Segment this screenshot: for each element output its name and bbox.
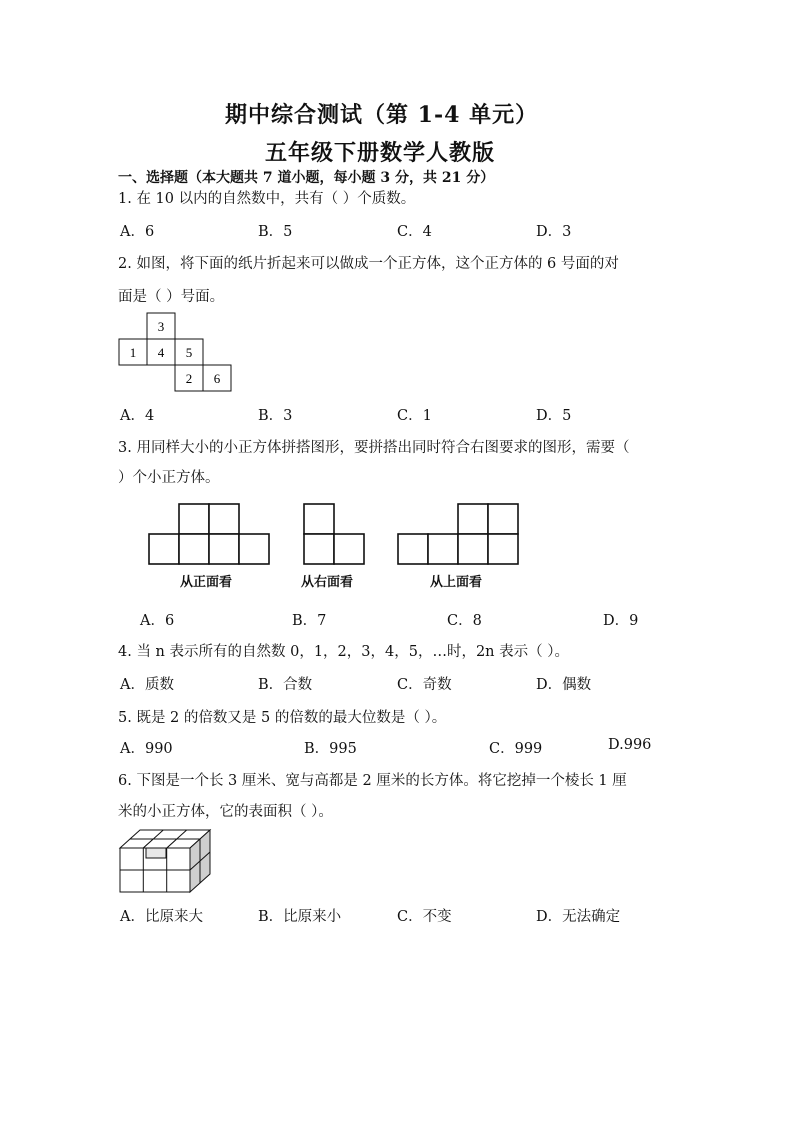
q5-option-a: A．990	[120, 741, 173, 757]
section-heading: 一、选择题（本大题共 7 道小题，每小题 3 分，共 21 分）	[118, 170, 495, 186]
top-view-label: 从上面看	[430, 575, 483, 590]
cube-net-figure	[118, 312, 234, 394]
q1-option-c: C．4	[397, 224, 432, 240]
net-label-6: 6	[213, 371, 221, 386]
q6-option-a: A．比原来大	[120, 909, 203, 925]
q6-option-d: D．无法确定	[536, 909, 621, 925]
question-3-text-line2: ）个小正方体。	[118, 470, 220, 486]
q2-option-b: B．3	[258, 408, 293, 424]
q2-option-d: D．5	[536, 408, 572, 424]
net-label-5: 5	[185, 345, 193, 360]
net-label-4: 4	[157, 345, 165, 360]
q2-option-c: C．1	[397, 408, 432, 424]
net-label-1: 1	[129, 345, 137, 360]
q2-option-a: A．4	[120, 408, 155, 424]
q6-option-c: C．不变	[397, 909, 452, 925]
q4-option-b: B．合数	[258, 677, 313, 693]
front-view-label: 从正面看	[180, 575, 233, 590]
q3-option-b: B．7	[292, 613, 327, 629]
question-3-text-line1: 3. 用同样大小的小正方体拼搭图形，要拼搭出同时符合右图要求的图形，需要（	[118, 440, 630, 456]
net-label-2: 2	[185, 371, 193, 386]
q6-option-b: B．比原来小	[258, 909, 342, 925]
q5-option-b: B．995	[304, 741, 357, 757]
page-title: 期中综合测试（第 1-4 单元）	[225, 102, 539, 128]
q3-option-a: A．6	[140, 613, 175, 629]
right-view-label: 从右面看	[301, 575, 354, 590]
q4-option-d: D．偶数	[536, 677, 592, 693]
question-6-text-line1: 6. 下图是一个长 3 厘米、宽与高都是 2 厘米的长方体。将它挖掉一个棱长 1 厘	[118, 773, 627, 789]
net-label-3: 3	[157, 319, 165, 334]
q1-option-d: D．3	[536, 224, 572, 240]
front-view-figure	[148, 502, 272, 568]
cuboid-figure	[118, 826, 214, 896]
question-6-text-line2: 米的小正方体，它的表面积（ ）。	[118, 804, 333, 820]
q3-option-d: D．9	[603, 613, 639, 629]
q5-option-c: C．999	[489, 741, 543, 757]
q5-option-d: D.996	[608, 737, 652, 753]
right-view-figure	[303, 502, 367, 568]
top-view-figure	[397, 502, 521, 568]
q1-option-a: A．6	[120, 224, 155, 240]
question-2-text-line2: 面是（ ）号面。	[118, 289, 225, 305]
question-4-text: 4. 当 n 表示所有的自然数 0，1，2，3，4，5，…时，2n 表示（ ）。	[118, 644, 569, 660]
q3-option-c: C．8	[447, 613, 482, 629]
q1-option-b: B．5	[258, 224, 293, 240]
question-5-text: 5. 既是 2 的倍数又是 5 的倍数的最大位数是（ ）。	[118, 710, 447, 726]
q4-option-c: C．奇数	[397, 677, 452, 693]
q4-option-a: A．质数	[120, 677, 174, 693]
question-2-text-line1: 2. 如图，将下面的纸片折起来可以做成一个正方体，这个正方体的 6 号面的对	[118, 256, 619, 272]
question-1-text: 1. 在 10 以内的自然数中，共有（ ）个质数。	[118, 191, 416, 207]
page-subtitle: 五年级下册数学人教版	[265, 140, 496, 166]
